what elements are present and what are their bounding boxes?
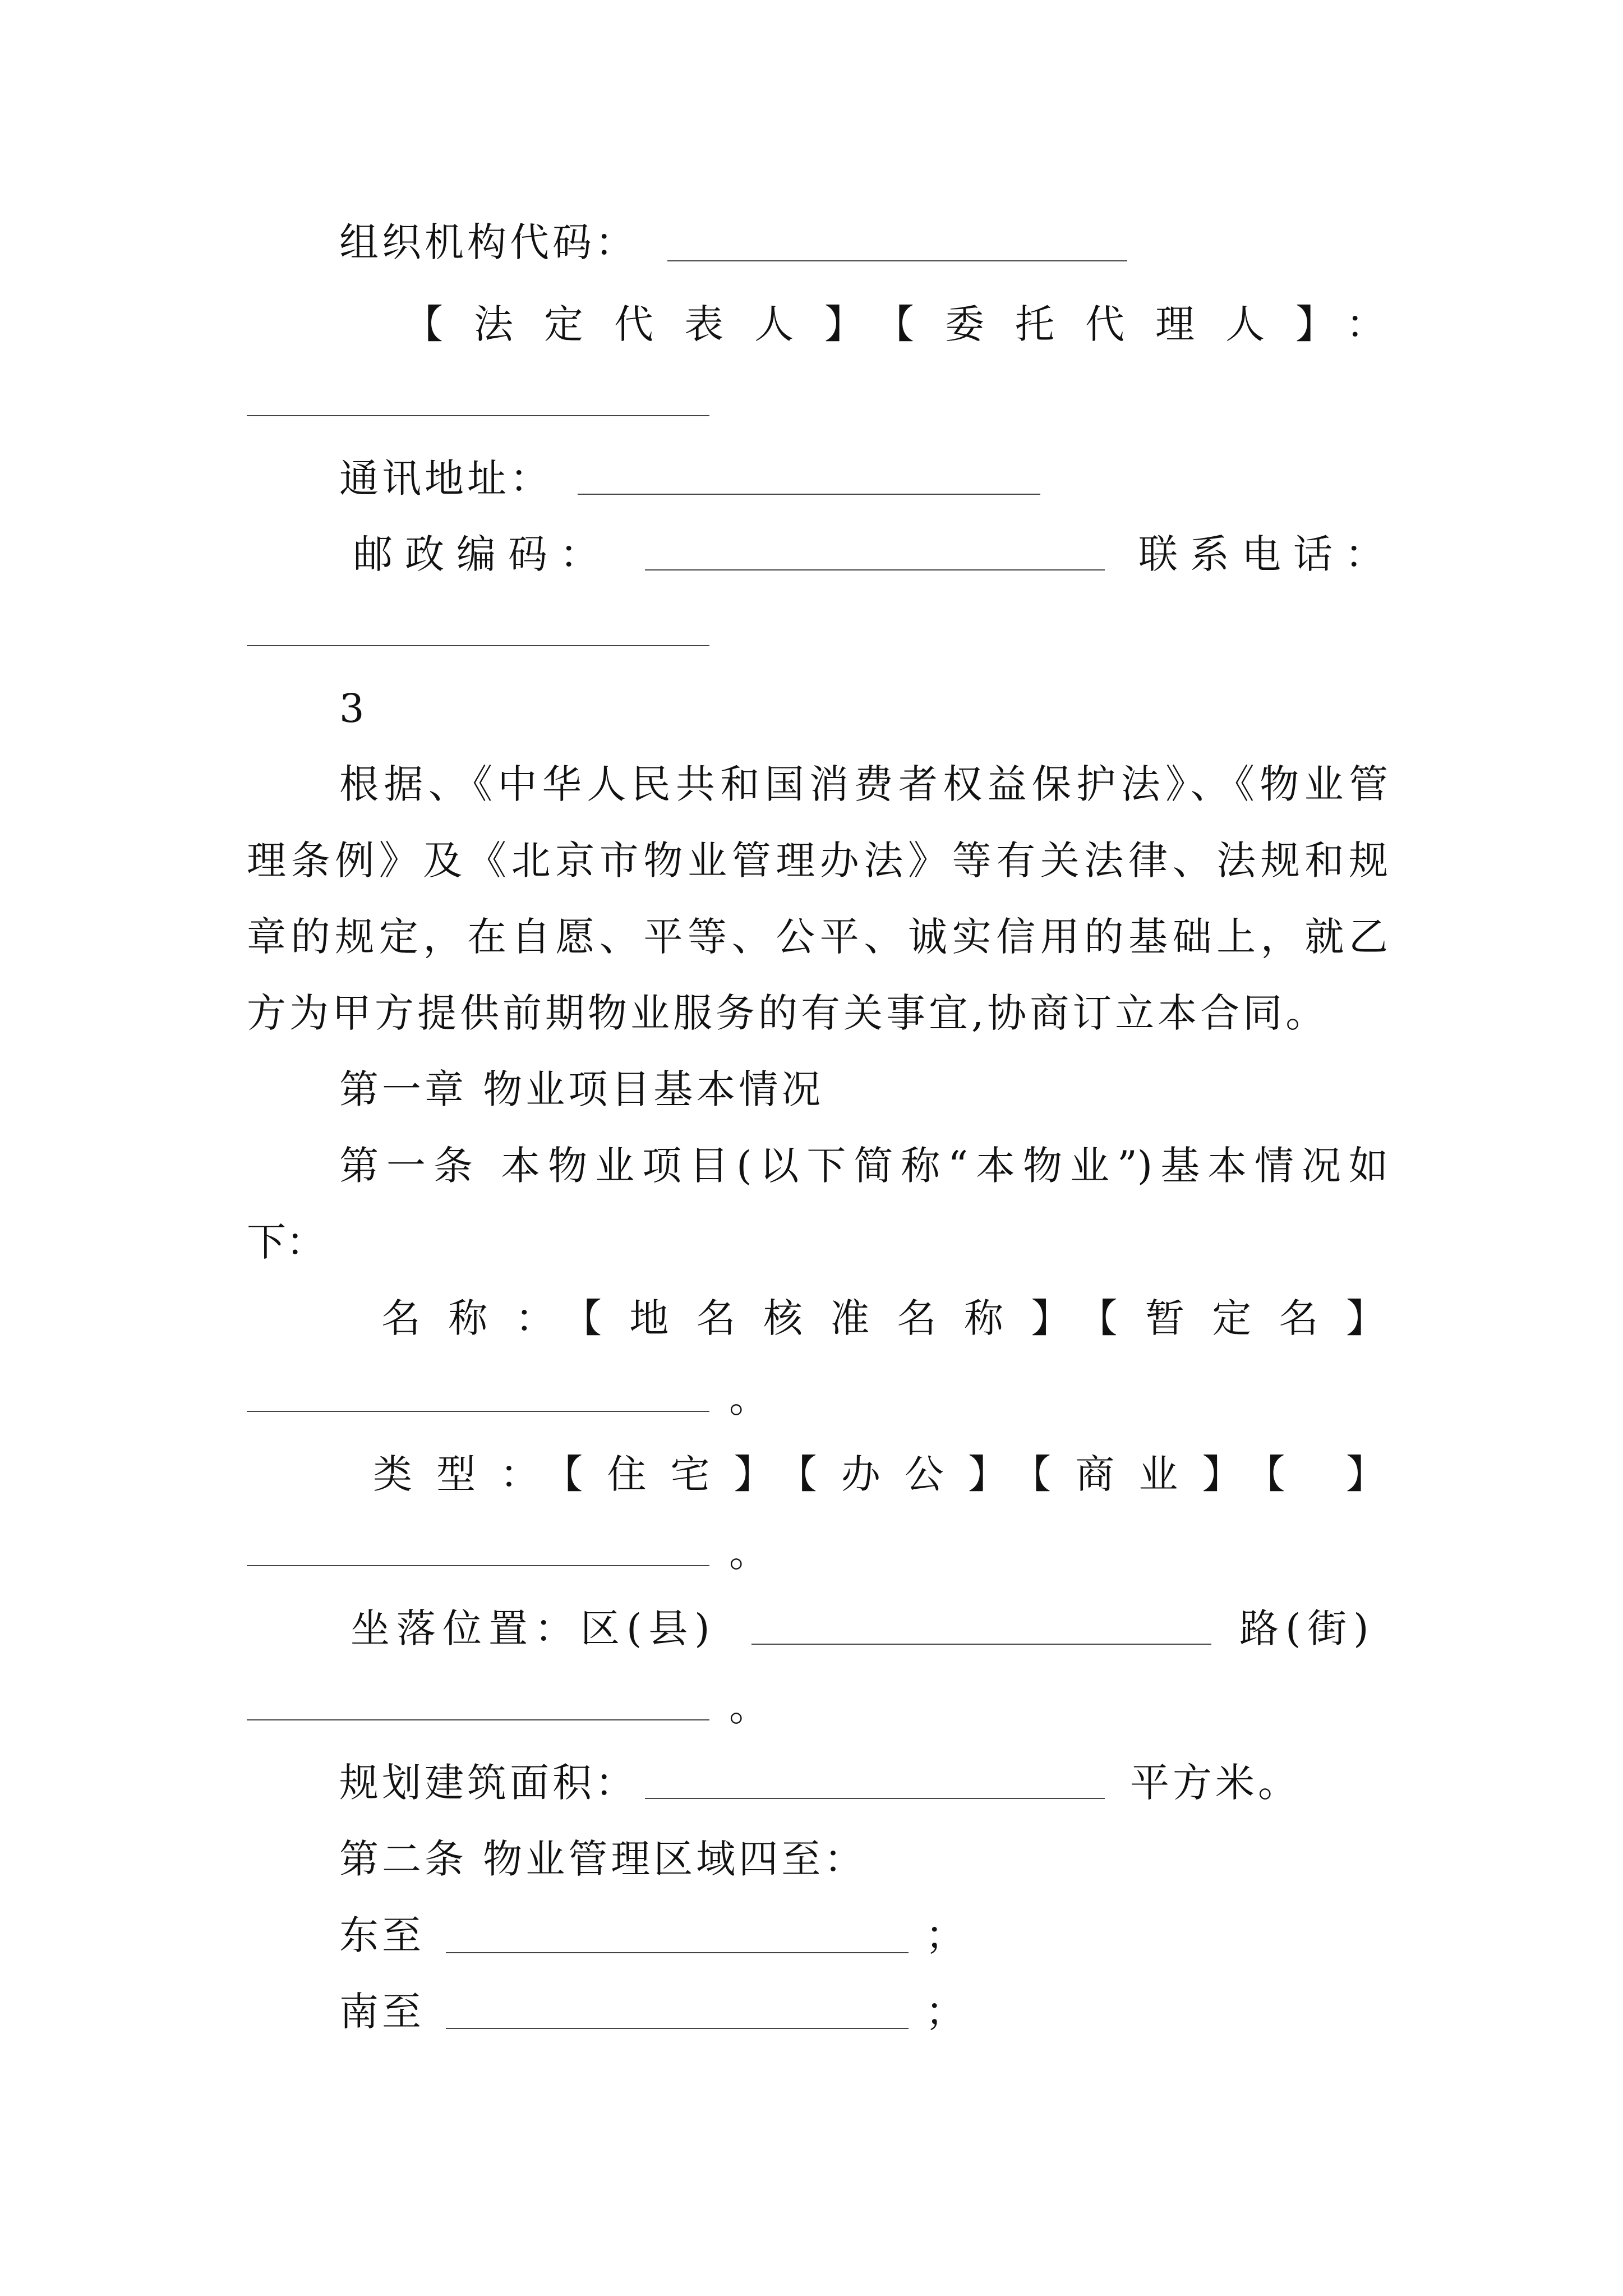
org-code-label: 组织机构代码： [339,219,638,265]
south-boundary-semicolon: ； [925,1989,965,2035]
property-type-label: 类型：【住宅】【办公】【商业】【 】 [373,1451,1385,1497]
east-boundary-semicolon: ； [925,1912,965,1958]
planned-area-blank[interactable] [645,1798,1105,1799]
south-boundary-label: 南至 [339,1989,425,2035]
property-name-period: 。 [729,1375,768,1421]
planned-area-unit: 平方米。 [1130,1760,1301,1806]
road-label: 路(街) [1239,1605,1376,1651]
address-label: 通讯地址： [339,455,552,501]
east-boundary-label: 东至 [339,1912,425,1958]
preamble-line-3: 章的规定，在自愿、平等、公平、诚实信用的基础上，就乙 [247,914,1388,960]
address-blank[interactable] [578,494,1040,495]
south-boundary-blank[interactable] [446,2028,909,2029]
property-name-blank[interactable] [247,1411,709,1412]
phone-blank[interactable] [247,645,709,646]
property-type-period: 。 [729,1530,768,1576]
property-type-blank[interactable] [247,1565,709,1566]
location-label: 坐落位置：区(县) [351,1605,717,1651]
article-2-title: 第二条 物业管理区域四至： [339,1836,867,1882]
representative-label: 【法定代表人】【委托代理人】： [404,301,1385,347]
property-name-label: 名称：【地名核准名称】【暂定名】 [381,1295,1385,1341]
article-1-line-2: 下： [247,1219,325,1265]
phone-label: 联系电话： [1138,531,1396,577]
representative-blank[interactable] [247,415,709,416]
org-code-blank[interactable] [667,260,1127,261]
district-blank[interactable] [751,1644,1211,1645]
preamble-line-4: 方为甲方提供前期物业服务的有关事宜,协商订立本合同。 [247,990,1329,1036]
location-period: 。 [729,1684,768,1730]
east-boundary-blank[interactable] [446,1952,909,1953]
article-1-line-1: 第一条 本物业项目(以下简称“本物业”)基本情况如 [339,1143,1388,1189]
section-number: 3 [339,685,365,731]
postcode-blank[interactable] [645,569,1105,570]
preamble-line-2: 理条例》及《北京市物业管理办法》等有关法律、法规和规 [247,838,1388,884]
road-blank[interactable] [247,1719,709,1720]
chapter-1-title: 第一章 物业项目基本情况 [339,1066,824,1112]
postcode-label: 邮政编码： [353,531,611,577]
planned-area-label: 规划建筑面积： [339,1760,638,1806]
preamble-line-1: 根据、《中华人民共和国消费者权益保护法》、《物业管 [339,761,1388,807]
